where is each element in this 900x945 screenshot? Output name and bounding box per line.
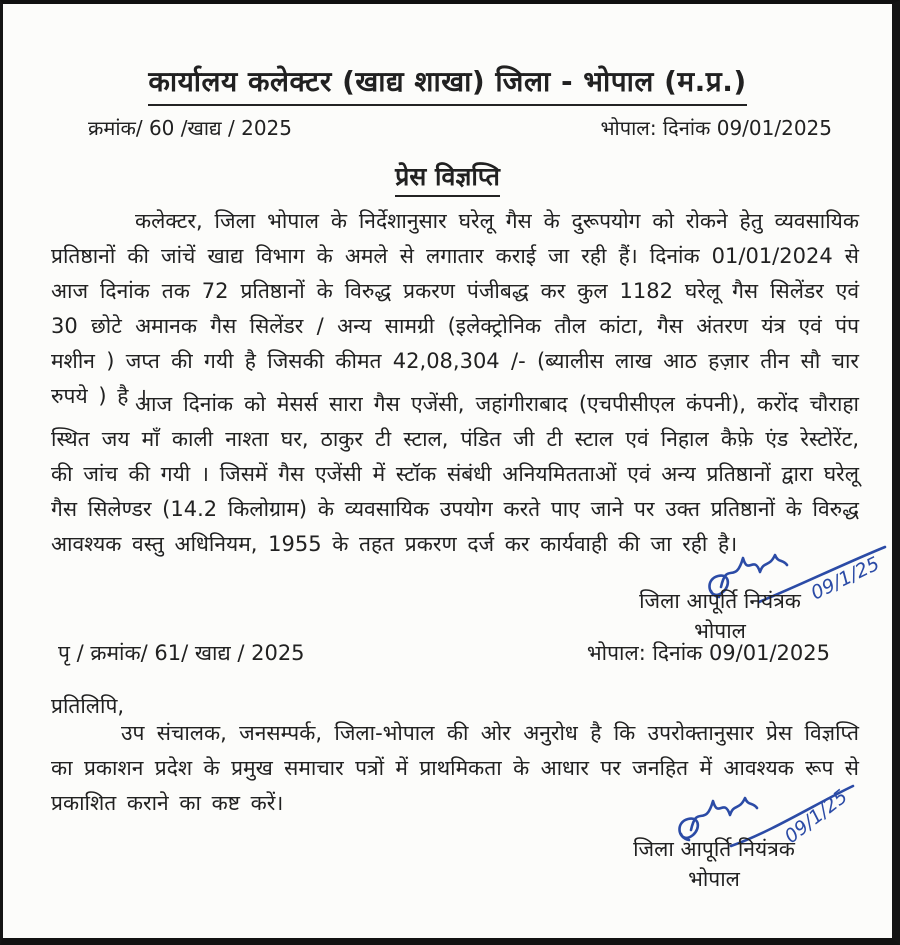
paragraph-todays-inspection: आज दिनांक को मेसर्स सारा गैस एजेंसी, जहांगीराबाद (एचपीसीएल कंपनी), करोंद चौराहा स्थित जय माँ काली नाश्ता घर, ठाकुर टी स्टाल, पंडित जी टी स्टाल एवं निहाल कैफ़े एंड रेस्टोरेंट, की जांच की गयी । जिसमें गैस एजेंसी में स्टॉक संबंधी अनियमितताओं एवं अन्य प्रतिष्ठानों द्वारा घरेलू गैस सिलेण्डर (14.2 किलोग्राम) के व्यवसायिक उपयोग करते पाए जाने पर उक्त प्रतिष्ठानों के विरुद्ध आवश्यक वस्तु अधिनियम, 1955 के तहत प्रकरण दर्ज कर कार्यवाही की जा रही है। [51,392,859,556]
signatory-place-top: भोपाल [694,619,746,643]
dispatch-ref-number: पृ / क्रमांक/ 61/ खाद्य / 2025 [58,641,305,665]
copy-to-label: प्रतिलिपि, [51,694,125,718]
signatory-designation-bottom: जिला आपूर्ति नियंत्रक [633,837,795,861]
place-date: भोपाल: दिनांक 09/01/2025 [600,116,832,140]
ref-number: क्रमांक/ 60 /खाद्य / 2025 [88,116,292,140]
paragraph-inspection-summary: कलेक्टर, जिला भोपाल के निर्देशानुसार घरेलू गैस के दुरूपयोग को रोकने हेतु व्यवसायिक प्रतिष्ठानों की जांचें खाद्य विभाग के अमले से लगातार कराई जा रही हैं। दिनांक 01/01/2024 से आज दिनांक तक 72 प्रतिष्ठानों के विरुद्ध प्रकरण पंजीबद्ध कर कुल 1182 घरेलू गैस सिलेंडर एवं 30 छोटे अमानक गैस सिलेंडर / अन्य सामग्री (इलेक्ट्रोनिक तौल कांटा, गैस अंतरण यंत्र एवं पंप मशीन ) जप्त की गयी है जिसकी कीमत 42,08,304 /- (ब्यालीस लाख आठ हज़ार तीन सौ चार रुपये ) है । [51,209,859,408]
office-header-text: कार्यालय कलेक्टर (खाद्य शाखा) जिला - भोपाल (म.प्र.) [148,62,746,106]
press-release-title-text: प्रेस विज्ञप्ति [395,159,500,197]
signatory-block-bottom [604,834,824,894]
signatory-place-bottom: भोपाल [688,867,740,891]
handwritten-date-bottom: 09/1/25 [780,785,852,848]
dispatch-place-date: भोपाल: दिनांक 09/01/2025 [586,641,830,665]
press-release-title [3,159,892,197]
paragraph-copy-request: उप संचालक, जनसम्पर्क, जिला-भोपाल की ओर अनुरोध है कि उपरोक्तानुसार प्रेस विज्ञप्ति का प्रकाशन प्रदेश के प्रमुख समाचार पत्रों में प्राथमिकता के आधार पर जनहित में आवश्यक रूप से प्रकाशित कराने का कष्ट करें। [51,721,859,815]
signatory-block-top [600,586,840,646]
signatory-designation-top: जिला आपूर्ति नियंत्रक [639,589,801,613]
office-header [3,62,892,106]
handwritten-date-top: 09/1/25 [807,552,884,605]
dispatch-row [58,639,830,667]
reference-row [88,114,832,141]
